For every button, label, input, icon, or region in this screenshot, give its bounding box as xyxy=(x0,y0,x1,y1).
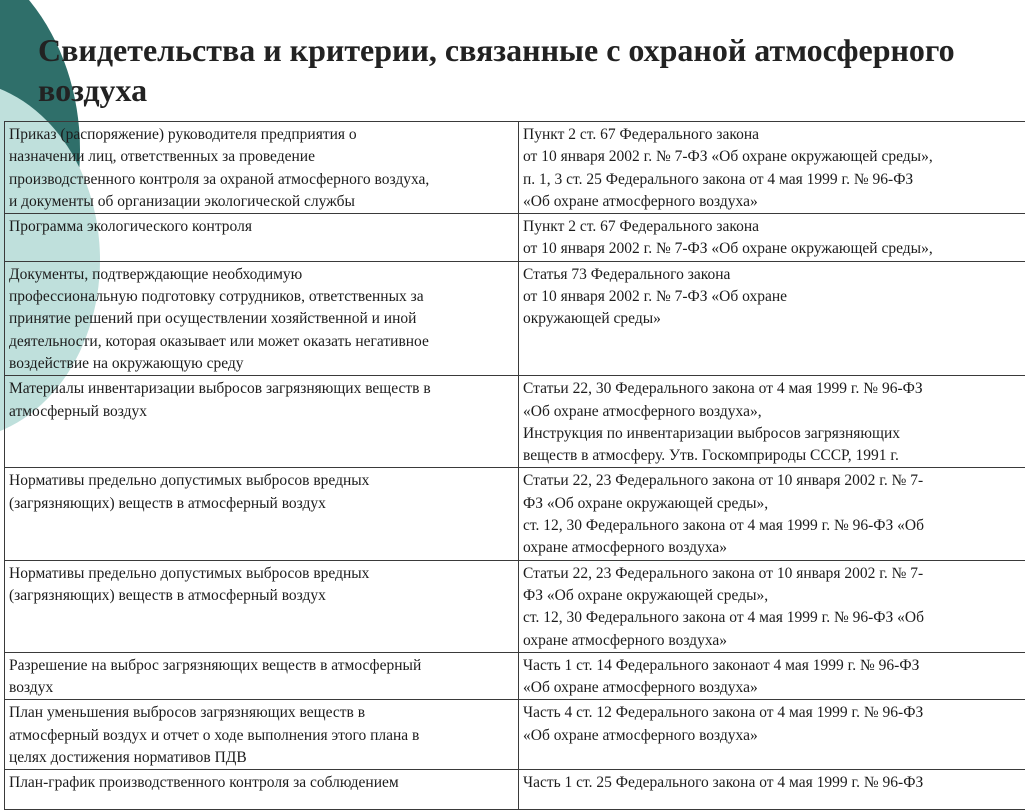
table-row xyxy=(5,214,1025,262)
legal-basis-cell: Статьи 22, 30 Федерального закона от 4 мая 1999 г. № 96-ФЗ «Об охране атмосферного воздуха», Инструкция по инвентаризации выбросов загрязняющих веществ в атмосферу. Утв. Госкомприроды СССР, 1991 г. xyxy=(519,376,1025,468)
table-row xyxy=(5,560,1025,652)
legal-basis-cell: Часть 1 ст. 14 Федерального законаот 4 мая 1999 г. № 96-ФЗ «Об охране атмосферного воздуха» xyxy=(519,652,1025,700)
legal-basis-cell: Часть 4 ст. 12 Федерального закона от 4 мая 1999 г. № 96-ФЗ «Об охране атмосферного воздуха» xyxy=(519,700,1025,770)
slide-title: Свидетельства и критерии, связанные с охраной атмосферного воздуха xyxy=(38,32,955,108)
legal-basis-cell: Статьи 22, 23 Федерального закона от 10 января 2002 г. № 7- ФЗ «Об охране окружающей среды», ст. 12, 30 Федерального закона от 4 мая 1999 г. № 96-ФЗ «Об охране атмосферного воздуха» xyxy=(519,560,1025,652)
legal-basis-cell: Статьи 22, 23 Федерального закона от 10 января 2002 г. № 7- ФЗ «Об охране окружающей среды», ст. 12, 30 Федерального закона от 4 мая 1999 г. № 96-ФЗ «Об охране атмосферного воздуха» xyxy=(519,468,1025,560)
document-cell: Программа экологического контроля xyxy=(5,214,519,262)
table-row xyxy=(5,261,1025,375)
document-cell: Документы, подтверждающие необходимую профессиональную подготовку сотрудников, ответственных за принятие решений при осуществлении хозяйственной и иной деятельности, которая оказывает или может оказать негативное воздействие на окружающую среду xyxy=(5,261,519,375)
table-row xyxy=(5,652,1025,700)
legal-basis-cell: Статья 73 Федерального закона от 10 января 2002 г. № 7-ФЗ «Об охране окружающей среды» xyxy=(519,261,1025,375)
table-row xyxy=(5,468,1025,560)
document-cell: Материалы инвентаризации выбросов загрязняющих веществ в атмосферный воздух xyxy=(5,376,519,468)
table-row xyxy=(5,770,1025,810)
document-cell: Нормативы предельно допустимых выбросов вредных (загрязняющих) веществ в атмосферный воздух xyxy=(5,468,519,560)
document-cell: Разрешение на выброс загрязняющих веществ в атмосферный воздух xyxy=(5,652,519,700)
legal-basis-cell: Часть 1 ст. 25 Федерального закона от 4 мая 1999 г. № 96-ФЗ xyxy=(519,770,1025,810)
legal-basis-cell: Пункт 2 ст. 67 Федерального закона от 10 января 2002 г. № 7-ФЗ «Об охране окружающей среды», xyxy=(519,214,1025,262)
document-cell: План-график производственного контроля за соблюдением xyxy=(5,770,519,810)
document-cell: Приказ (распоряжение) руководителя предприятия о назначении лиц, ответственных за проведение производственного контроля за охраной атмосферного воздуха, и документы об организации экологической службы xyxy=(5,122,519,214)
criteria-table-wrapper xyxy=(4,121,1024,792)
legal-basis-cell: Пункт 2 ст. 67 Федерального закона от 10 января 2002 г. № 7-ФЗ «Об охране окружающей среды», п. 1, 3 ст. 25 Федерального закона от 4 мая 1999 г. № 96-ФЗ «Об охране атмосферного воздуха» xyxy=(519,122,1025,214)
table-row xyxy=(5,700,1025,770)
criteria-table xyxy=(4,121,1025,810)
document-cell: Нормативы предельно допустимых выбросов вредных (загрязняющих) веществ в атмосферный воздух xyxy=(5,560,519,652)
document-cell: План уменьшения выбросов загрязняющих веществ в атмосферный воздух и отчет о ходе выполнения этого плана в целях достижения нормативов ПДВ xyxy=(5,700,519,770)
table-row xyxy=(5,376,1025,468)
table-row xyxy=(5,122,1025,214)
